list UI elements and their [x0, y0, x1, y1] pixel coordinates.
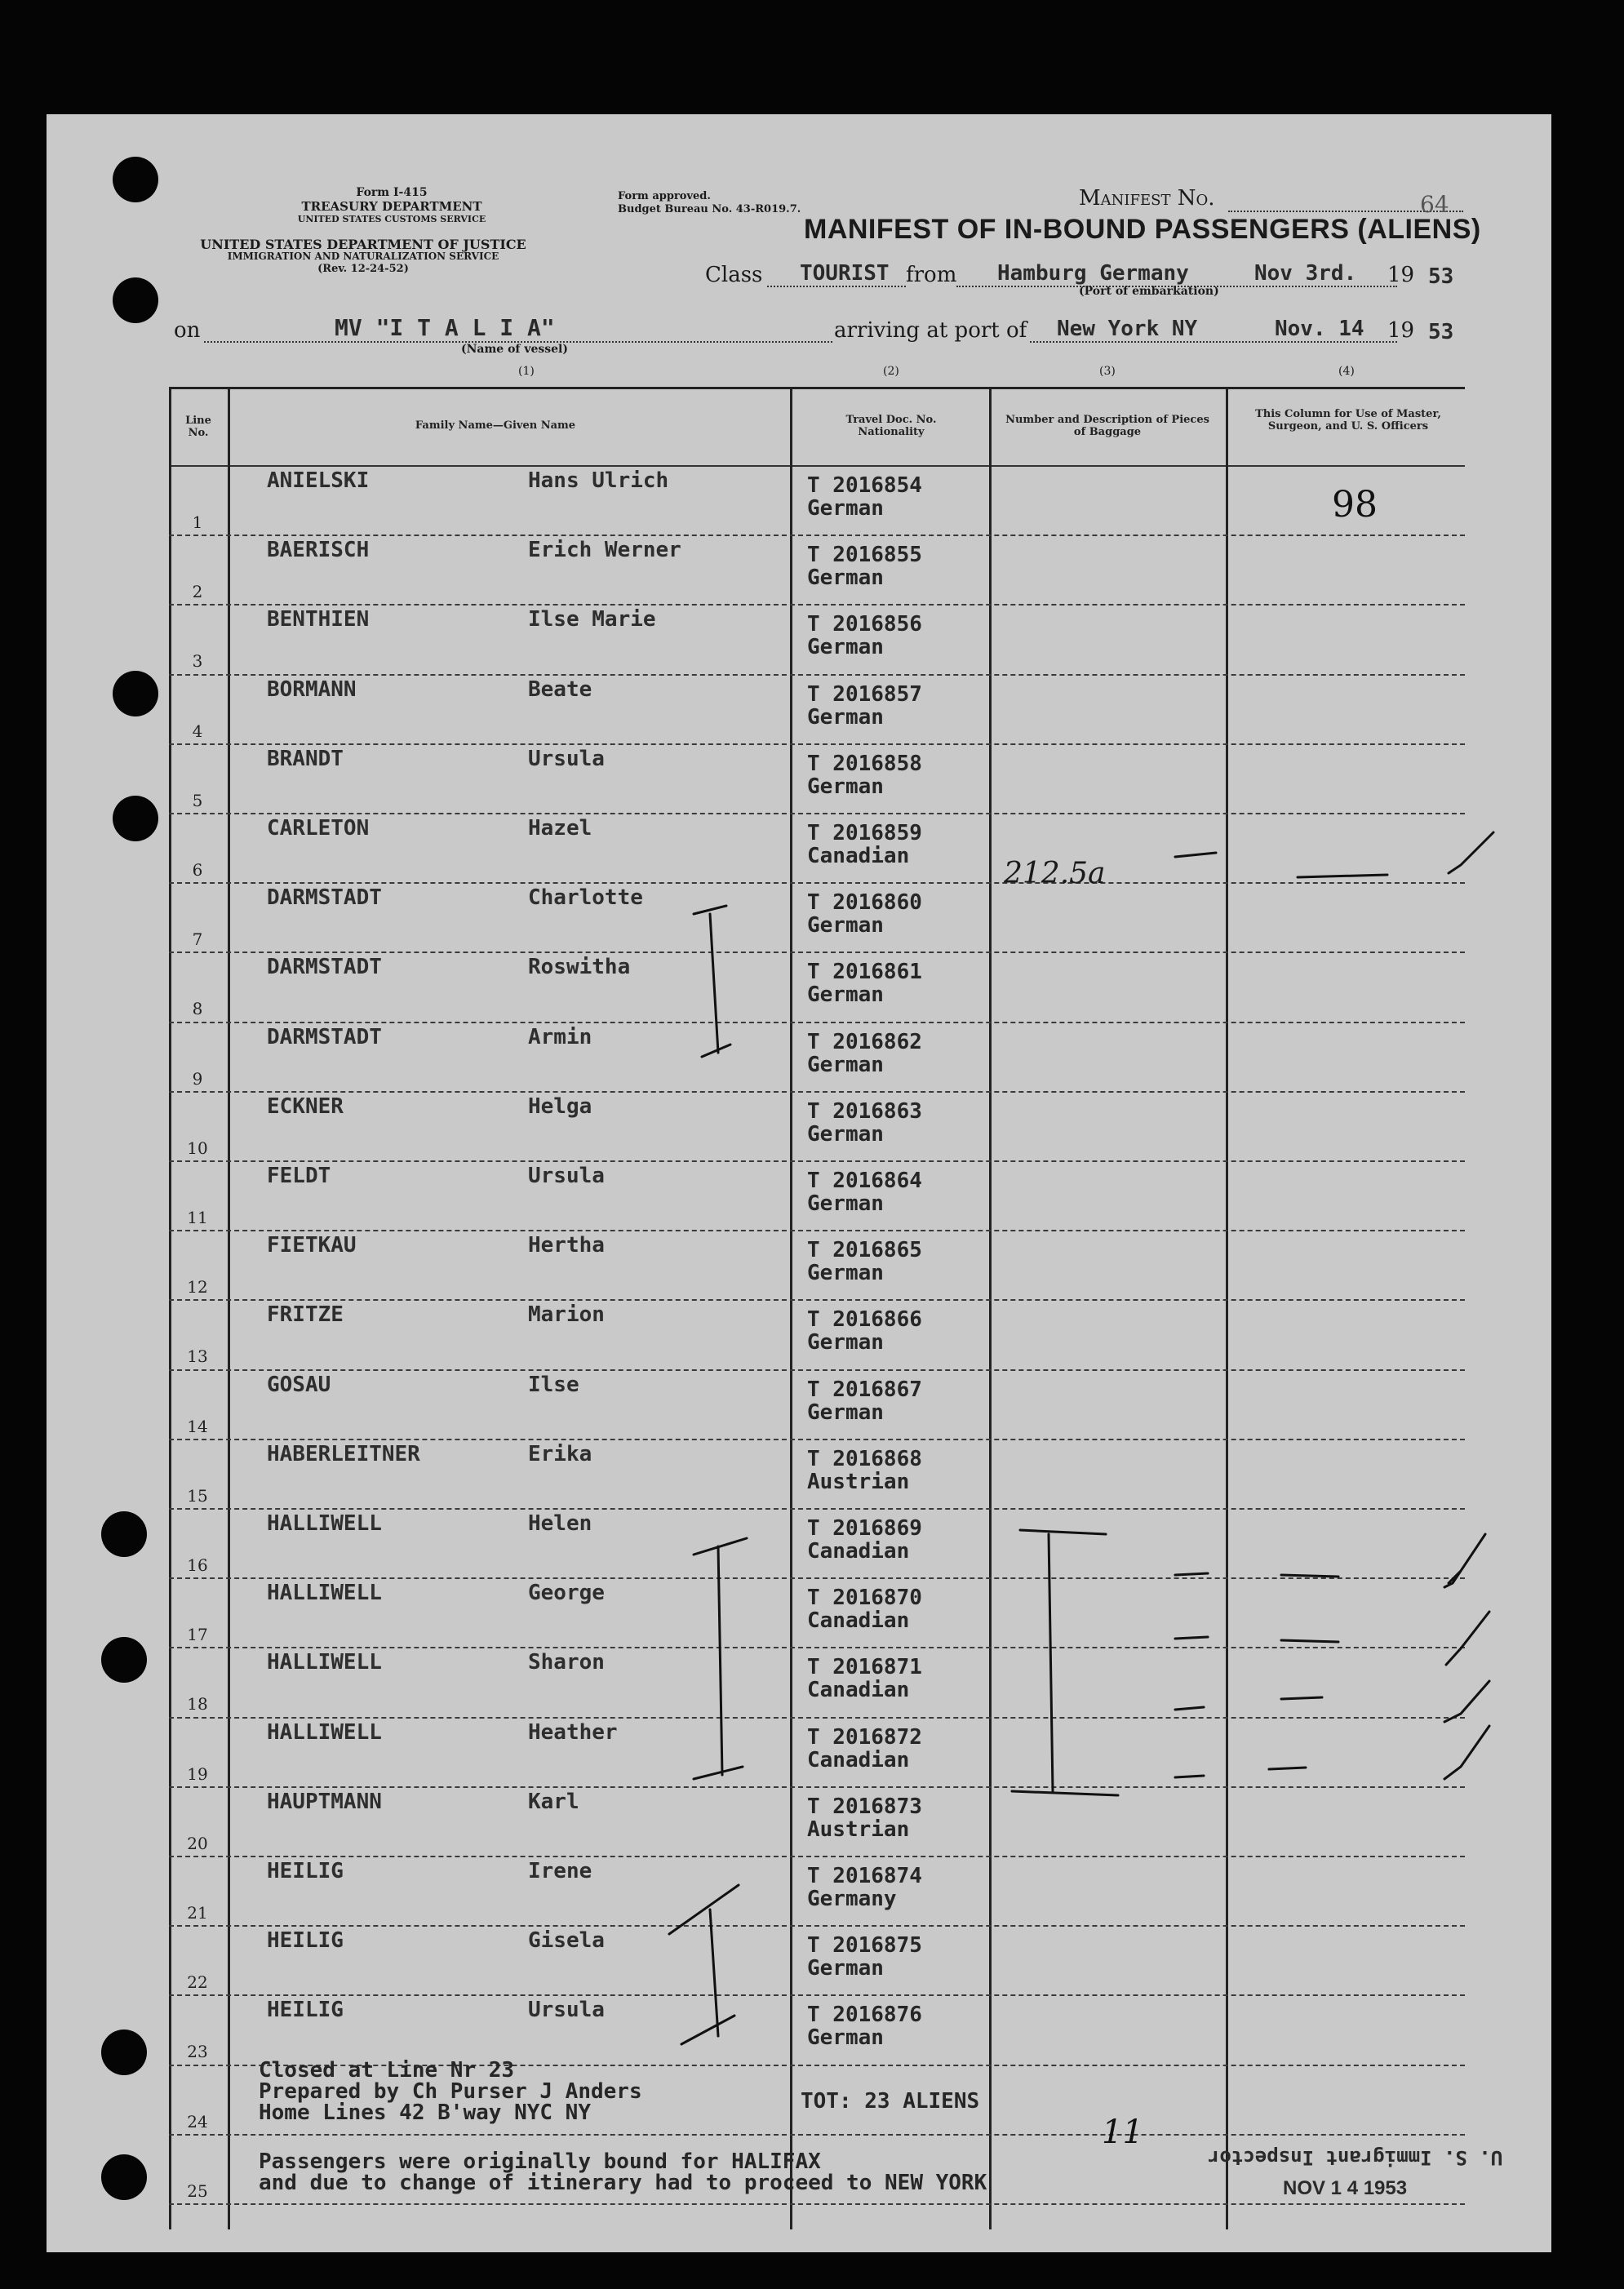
given-name: Erich Werner [528, 538, 681, 563]
family-name: GOSAU [267, 1372, 331, 1397]
travel-doc-number: T 2016864 [807, 1169, 922, 1193]
family-name: CARLETON [267, 816, 370, 841]
travel-doc-number: T 2016869 [807, 1516, 922, 1541]
stamp-code: 11 [1102, 2114, 1143, 2151]
stamp-date: NOV 1 4 1953 [1283, 2177, 1408, 2199]
line-number: 4 [192, 721, 203, 741]
prepared-by: Prepared by Ch Purser J Anders [259, 2079, 642, 2104]
given-name: Marion [528, 1302, 605, 1328]
family-name: BRANDT [267, 746, 344, 771]
from-value: Hamburg Germany [997, 261, 1189, 286]
col-number-4: (4) [1338, 365, 1355, 378]
itinerary-note-1: Passengers were originally bound for HALIFAX [259, 2149, 821, 2174]
given-name: Roswitha [528, 955, 631, 980]
travel-doc-number: T 2016871 [807, 1655, 922, 1680]
nationality: Austrian [807, 1469, 910, 1494]
col-number-3: (3) [1099, 365, 1116, 378]
travel-doc-number: T 2016856 [807, 612, 922, 637]
nationality: German [807, 1330, 884, 1355]
nationality: German [807, 1121, 884, 1147]
arrival-port: New York NY [1057, 317, 1198, 341]
col-number-1: (1) [518, 365, 535, 378]
on-label: on [174, 318, 201, 343]
nationality: German [807, 566, 884, 591]
given-name: Gisela [528, 1928, 605, 1954]
nationality: Canadian [807, 1747, 910, 1772]
given-name: Erika [528, 1441, 592, 1466]
arrival-year: 53 [1428, 320, 1454, 344]
class-label: Class [705, 263, 763, 287]
travel-doc-number: T 2016872 [807, 1724, 922, 1750]
family-name: BAERISCH [267, 538, 370, 563]
given-name: Ursula [528, 1998, 605, 2023]
line-number: 21 [187, 1903, 208, 1923]
nationality: German [807, 774, 884, 799]
given-name: Karl [528, 1789, 579, 1814]
travel-doc-number: T 2016870 [807, 1586, 922, 1611]
class-value: TOURIST [800, 261, 890, 286]
travel-doc-number: T 2016874 [807, 1864, 922, 1888]
travel-doc-number: T 2016857 [807, 681, 922, 707]
family-name: HALLIWELL [267, 1719, 382, 1745]
family-name: BORMANN [267, 676, 357, 702]
nationality: German [807, 1400, 884, 1425]
given-name: Ilse Marie [528, 607, 656, 632]
col-header-name: Family Name—Given Name [415, 419, 576, 432]
nationality: German [807, 1191, 884, 1216]
line-number: 3 [192, 651, 203, 672]
family-name: HALLIWELL [267, 1650, 382, 1675]
customs-service: UNITED STATES CUSTOMS SERVICE [297, 214, 486, 224]
travel-doc-number: T 2016858 [807, 751, 922, 776]
travel-doc-number: T 2016860 [807, 890, 922, 916]
travel-doc-number: T 2016859 [807, 821, 922, 845]
line-number: 8 [192, 999, 203, 1019]
col-header-travel-doc: Travel Doc. No. Nationality [845, 414, 937, 438]
given-name: Helga [528, 1093, 592, 1119]
travel-doc-number: T 2016862 [807, 1029, 922, 1054]
nationality: German [807, 1261, 884, 1286]
given-name: Charlotte [528, 885, 643, 911]
given-name: Heather [528, 1719, 618, 1745]
given-name: Ilse [528, 1372, 579, 1397]
line-number: 7 [192, 929, 203, 950]
travel-doc-number: T 2016865 [807, 1238, 922, 1263]
nationality: German [807, 983, 884, 1008]
family-name: FIETKAU [267, 1233, 357, 1258]
nationality: German [807, 913, 884, 938]
form-number: Form I-415 [356, 186, 428, 199]
travel-doc-number: T 2016875 [807, 1933, 922, 1959]
travel-doc-number: T 2016873 [807, 1794, 922, 1819]
given-name: Ursula [528, 1164, 605, 1188]
nationality: German [807, 496, 884, 521]
travel-doc-number: T 2016876 [807, 2003, 922, 2028]
line-number: 13 [187, 1346, 208, 1367]
manifest-no: 64 [1420, 191, 1449, 218]
nationality: German [807, 1956, 884, 1981]
line-number: 15 [187, 1485, 208, 1506]
agent-address: Home Lines 42 B'way NYC NY [259, 2100, 591, 2125]
family-name: DARMSTADT [267, 1024, 382, 1049]
line-number: 22 [187, 1972, 208, 1993]
family-name: HEILIG [267, 1998, 344, 2023]
arrival-date: Nov. 14 [1275, 317, 1364, 341]
given-name: Hazel [528, 816, 592, 841]
nationality: Canadian [807, 1678, 910, 1703]
line-number: 20 [187, 1833, 208, 1853]
itinerary-note-2: and due to change of itinerary had to proceed to NEW YORK [259, 2171, 987, 2195]
line-number: 2 [192, 582, 203, 602]
from-label: from [906, 263, 957, 287]
family-name: HALLIWELL [267, 1511, 382, 1536]
given-name: Armin [528, 1024, 592, 1049]
line-number: 16 [187, 1555, 208, 1575]
port-embarkation-note: (Port of embarkation) [1079, 285, 1219, 298]
line-number: 10 [187, 1138, 208, 1158]
revision: (Rev. 12-24-52) [317, 263, 409, 275]
travel-doc-number: T 2016867 [807, 1377, 922, 1402]
given-name: Beate [528, 676, 592, 702]
given-name: Sharon [528, 1650, 605, 1675]
departure-year-prefix: 19 [1387, 263, 1415, 287]
line-number: 23 [187, 2042, 208, 2062]
family-name: ECKNER [267, 1093, 344, 1119]
vessel-name: MV "I T A L I A" [335, 314, 555, 341]
travel-doc-number: T 2016861 [807, 960, 922, 985]
line-number: 9 [192, 1068, 203, 1089]
line-number: 19 [187, 1763, 208, 1784]
vessel-note: (Name of vessel) [461, 343, 568, 356]
nationality: German [807, 2025, 884, 2051]
given-name: Ursula [528, 746, 605, 771]
given-name: George [528, 1581, 605, 1606]
family-name: DARMSTADT [267, 955, 382, 980]
arriving-label: arriving at port of [834, 318, 1027, 343]
line-number: 25 [187, 2180, 208, 2201]
justice-dept: UNITED STATES DEPARTMENT OF JUSTICE [200, 237, 526, 252]
baggage-note: 212.5a [1004, 857, 1106, 890]
line-number: 12 [187, 1277, 208, 1298]
form-approved: Form approved. [618, 190, 711, 202]
given-name: Hertha [528, 1233, 605, 1258]
nationality: Austrian [807, 1817, 910, 1842]
col-number-2: (2) [883, 365, 899, 378]
given-name: Irene [528, 1859, 592, 1883]
line-number: 14 [187, 1416, 208, 1436]
line-number: 18 [187, 1694, 208, 1715]
family-name: HEILIG [267, 1859, 344, 1883]
line-number: 17 [187, 1625, 208, 1645]
given-name: Helen [528, 1511, 592, 1536]
nationality: Germany [807, 1887, 897, 1911]
family-name: DARMSTADT [267, 885, 382, 911]
nationality: German [807, 1052, 884, 1077]
travel-doc-number: T 2016863 [807, 1098, 922, 1124]
line-number: 5 [192, 790, 203, 810]
line-number: 11 [187, 1208, 208, 1227]
nationality: Canadian [807, 1539, 910, 1564]
nationality: German [807, 704, 884, 730]
family-name: ANIELSKI [267, 468, 370, 493]
nationality: German [807, 635, 884, 660]
officer-number: 98 [1332, 484, 1378, 526]
line-number: 24 [187, 2111, 208, 2132]
departure-date: Nov 3rd. [1254, 261, 1357, 286]
manifest-no-label: Manifest No. [1079, 186, 1215, 211]
closed-line: Closed at Line Nr 23 [259, 2058, 515, 2083]
col-header-line-no: Line No. [185, 415, 211, 439]
travel-doc-number: T 2016854 [807, 473, 922, 498]
line-number: 1 [192, 512, 203, 532]
travel-doc-number: T 2016855 [807, 543, 922, 568]
nationality: Canadian [807, 844, 910, 868]
col-header-baggage: Number and Description of Pieces of Baggage [1005, 414, 1209, 438]
family-name: HALLIWELL [267, 1581, 382, 1606]
arrival-year-prefix: 19 [1387, 318, 1415, 343]
col-header-officers: This Column for Use of Master, Surgeon, and U. S. Officers [1255, 408, 1441, 433]
departure-year: 53 [1428, 264, 1454, 289]
family-name: FELDT [267, 1164, 331, 1188]
given-name: Hans Ulrich [528, 468, 669, 493]
family-name: HAUPTMANN [267, 1789, 382, 1814]
manifest-title: MANIFEST OF IN-BOUND PASSENGERS (ALIENS) [804, 214, 1481, 245]
line-number: 6 [192, 860, 203, 880]
budget-bureau: Budget Bureau No. 43-R019.7. [618, 203, 801, 215]
travel-doc-number: T 2016868 [807, 1446, 922, 1471]
ins: IMMIGRATION AND NATURALIZATION SERVICE [227, 251, 499, 262]
treasury-dept: TREASURY DEPARTMENT [301, 199, 482, 214]
travel-doc-number: T 2016866 [807, 1307, 922, 1333]
family-name: BENTHIEN [267, 607, 370, 632]
family-name: HEILIG [267, 1928, 344, 1954]
nationality: Canadian [807, 1608, 910, 1634]
total-aliens: TOT: 23 ALIENS [801, 2089, 980, 2114]
family-name: FRITZE [267, 1302, 344, 1328]
family-name: HABERLEITNER [267, 1441, 420, 1466]
inspector-stamp: U. S. Immigrant Inspector [1208, 2146, 1503, 2169]
